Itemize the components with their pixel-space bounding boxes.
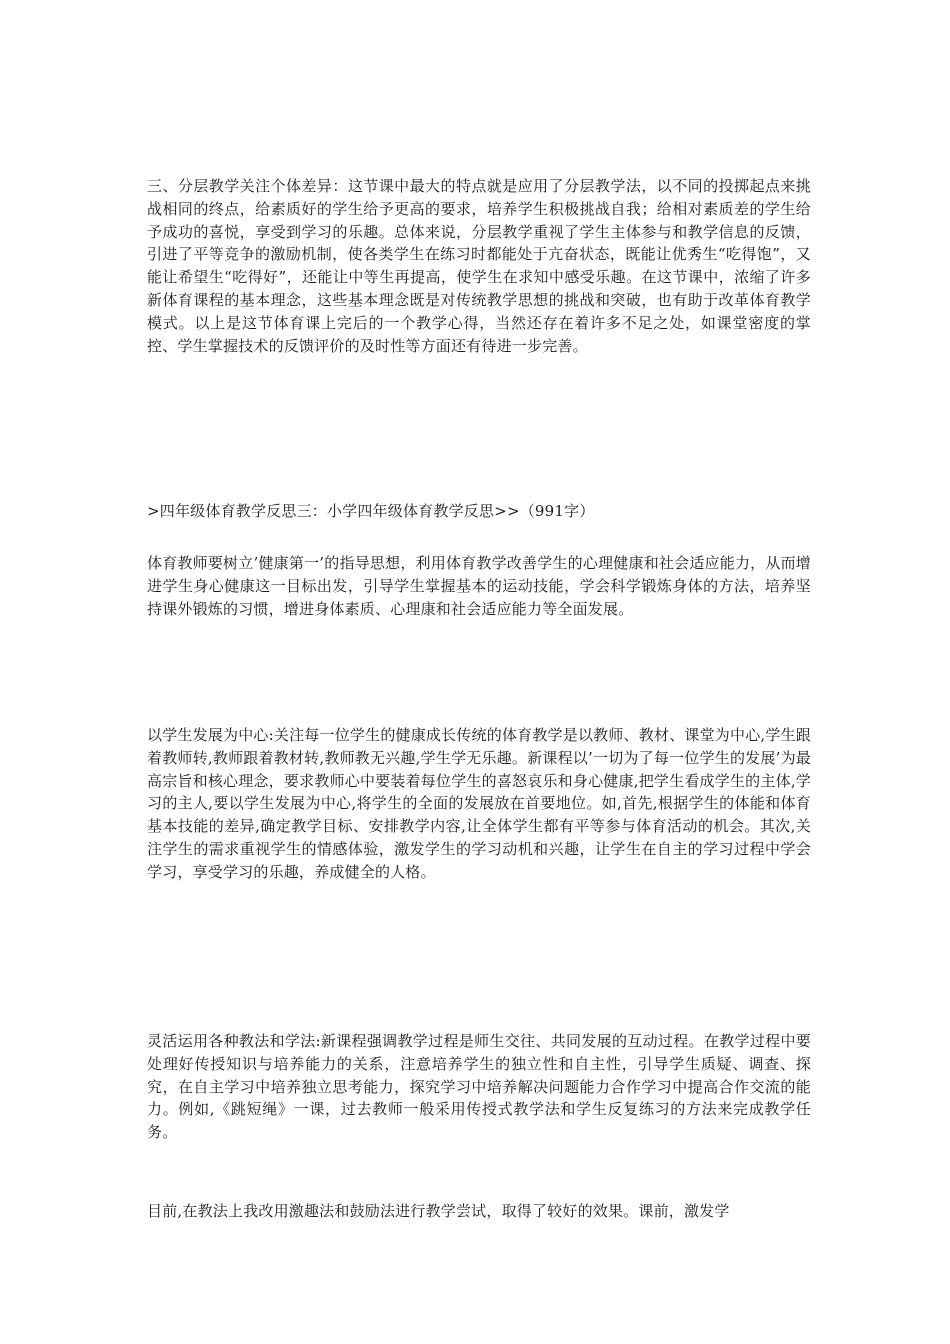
- paragraph-health-first: 体育教师要树立’健康第一’的指导思想，利用体育教学改善学生的心理健康和社会适应能力，从而增进学生身心健康这一目标出发，引导学生掌握基本的运动技能，学会科学锻炼身体的方法，培养坚持课外锻炼的习惯，增进身体素质、心理康和社会适应能力等全面发展。: [147, 554, 811, 618]
- paragraph-current-methods: 目前,在教法上我改用激趣法和鼓励法进行教学尝试，取得了较好的效果。课前，激发学: [147, 1202, 730, 1220]
- paragraph-layered-teaching: 三、分层教学关注个体差异：这节课中最大的特点就是应用了分层教学法，以不同的投掷起点来挑战相同的终点，给素质好的学生给予更高的要求，培养学生积极挑战自我；给相对素质差的学生给予成功的喜悦，享受到学习的乐趣。总体来说，分层教学重视了学生主体参与和教学信息的反馈，引进了平等竞争的激励机制，使各类学生在练习时都能处于亢奋状态，既能让优秀生“吃得饱”，又能让希望生“吃得好”，还能让中等生再提高，使学生在求知中感受乐趣。在这节课中，浓缩了许多新体育课程的基本理念，这些基本理念既是对传统教学思想的挑战和突破，也有助于改革体育教学模式。以上是这节体育课上完后的一个教学心得，当然还存在着许多不足之处，如课堂密度的掌控、学生掌握技术的反馈评价的及时性等方面还有待进一步完善。: [147, 177, 811, 355]
- paragraph-student-centered: 以学生发展为中心:关注每一位学生的健康成长传统的体育教学是以教师、教材、课堂为中心,学生跟着教师转,教师跟着教材转,教师教无兴趣,学生学无乐趣。新课程以’一切为了每一位学生的发展’为最高宗旨和核心理念，要求教师心中要装着每位学生的喜怒哀乐和身心健康,把学生看成学生的主体,学习的主人,要以学生发展为中心,将学生的全面的发展放在首要地位。如,首先,根据学生的体能和体育基本技能的差异,确定教学目标、安排教学内容,让全体学生都有平等参与体育活动的机会。其次,关注学生的需求重视学生的情感体验，激发学生的学习动机和兴趣，让学生在自主的学习过程中学会学习，享受学习的乐趣，养成健全的人格。: [147, 726, 811, 881]
- paragraph-teaching-methods: 灵活运用各种教法和学法:新课程强调教学过程是师生交往、共同发展的互动过程。在教学过程中要处理好传授知识与培养能力的关系，注意培养学生的独立性和自主性，引导学生质疑、调查、探究，在自主学习中培养独立思考能力，探究学习中培养解决问题能力合作学习中提高合作交流的能力。例如,《跳短绳》一课，过去教师一般采用传授式教学法和学生反复练习的方法来完成教学任务。: [147, 1032, 811, 1142]
- section-heading: >四年级体育教学反思三：小学四年级体育教学反思>>（991字）: [147, 502, 595, 520]
